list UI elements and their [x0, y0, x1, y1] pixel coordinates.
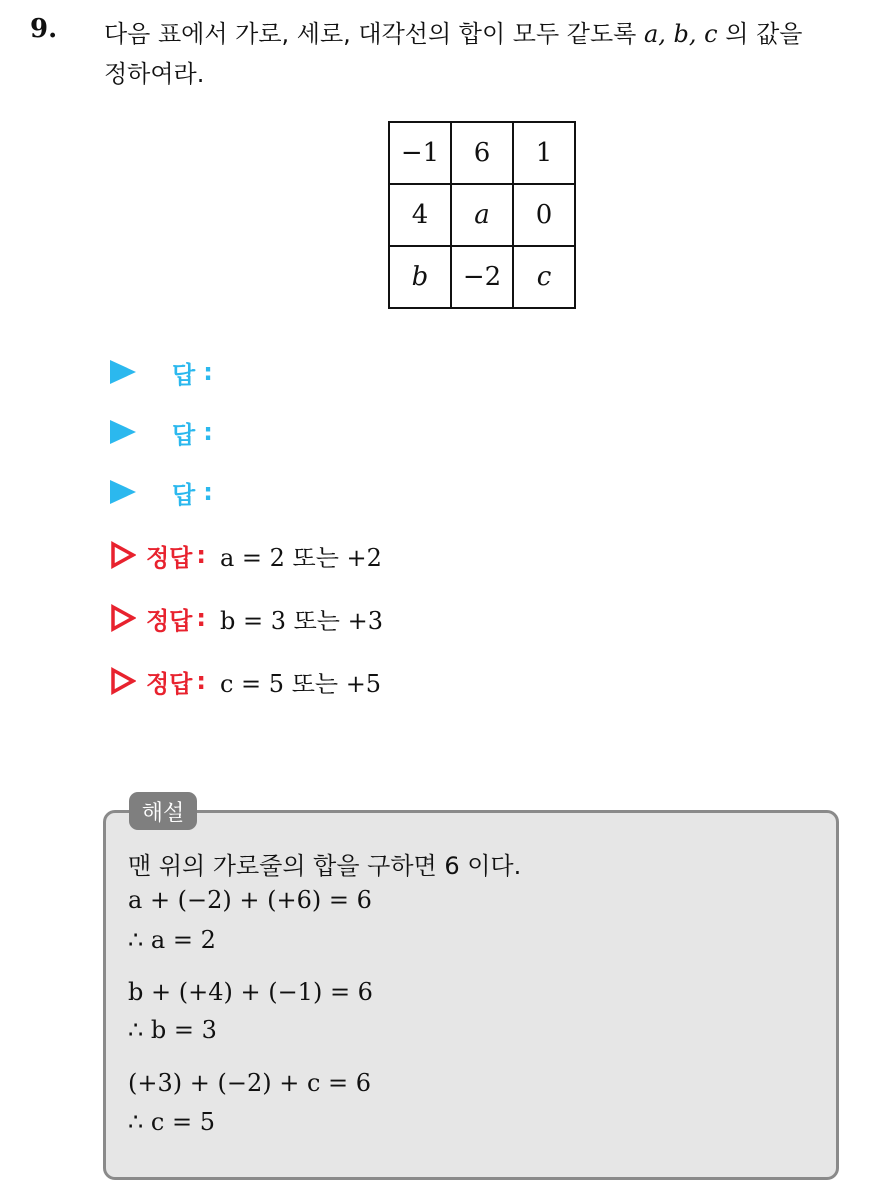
grid-cell: −1 — [389, 122, 451, 184]
solution-row — [110, 661, 381, 701]
explanation-tab: 해설 — [129, 792, 197, 830]
solution-colon: : — [196, 604, 206, 632]
outline-triangle-icon — [110, 667, 136, 695]
question-number: 9. — [30, 14, 58, 44]
answer-row[interactable] — [110, 412, 213, 452]
answer-label: 답 — [172, 480, 196, 509]
grid-cell: 0 — [513, 184, 575, 246]
answer-row[interactable] — [110, 472, 213, 512]
explanation-line: ∴ b = 3 — [128, 1016, 217, 1044]
solution-value: a = 2 또는 +2 — [219, 543, 382, 572]
question-vars: a, b, c — [643, 20, 718, 48]
question-text — [104, 14, 864, 94]
answer-colon: : — [203, 478, 213, 506]
question-text-part2: 의 값을 — [725, 20, 803, 48]
answer-row[interactable] — [110, 352, 213, 392]
explanation-line: ∴ c = 5 — [128, 1108, 215, 1136]
grid-cell: 6 — [451, 122, 513, 184]
grid-cell: 1 — [513, 122, 575, 184]
answer-label: 답 — [172, 420, 196, 449]
answer-colon: : — [203, 358, 213, 386]
explanation-line: a + (−2) + (+6) = 6 — [128, 886, 372, 914]
explanation-line: ∴ a = 2 — [128, 926, 216, 954]
grid-cell: 4 — [389, 184, 451, 246]
magic-square-table — [388, 121, 576, 309]
solution-label: 정답 — [146, 543, 193, 572]
grid-row — [389, 122, 575, 184]
solution-row — [110, 535, 382, 575]
solution-label: 정답 — [146, 606, 193, 635]
grid-cell: c — [513, 246, 575, 308]
play-triangle-icon — [110, 480, 136, 504]
explanation-intro: 맨 위의 가로줄의 합을 구하면 6 이다. — [128, 852, 522, 880]
explanation-line: b + (+4) + (−1) = 6 — [128, 978, 373, 1006]
solution-row — [110, 598, 383, 638]
grid-row — [389, 246, 575, 308]
solution-colon: : — [196, 541, 206, 569]
question-text-part1: 다음 표에서 가로, 세로, 대각선의 합이 모두 같도록 — [104, 20, 637, 48]
outline-triangle-icon — [110, 541, 136, 569]
grid-cell: a — [451, 184, 513, 246]
grid-cell: −2 — [451, 246, 513, 308]
play-triangle-icon — [110, 420, 136, 444]
solution-colon: : — [196, 667, 206, 695]
solution-label: 정답 — [146, 669, 193, 698]
solution-value: b = 3 또는 +3 — [219, 606, 383, 635]
solution-value: c = 5 또는 +5 — [219, 669, 382, 698]
grid-row — [389, 184, 575, 246]
grid-cell: b — [389, 246, 451, 308]
outline-triangle-icon — [110, 604, 136, 632]
explanation-line: (+3) + (−2) + c = 6 — [128, 1069, 372, 1097]
play-triangle-icon — [110, 360, 136, 384]
answer-label: 답 — [172, 360, 196, 389]
answer-colon: : — [203, 418, 213, 446]
question-text-line2: 정하여라. — [104, 60, 205, 88]
